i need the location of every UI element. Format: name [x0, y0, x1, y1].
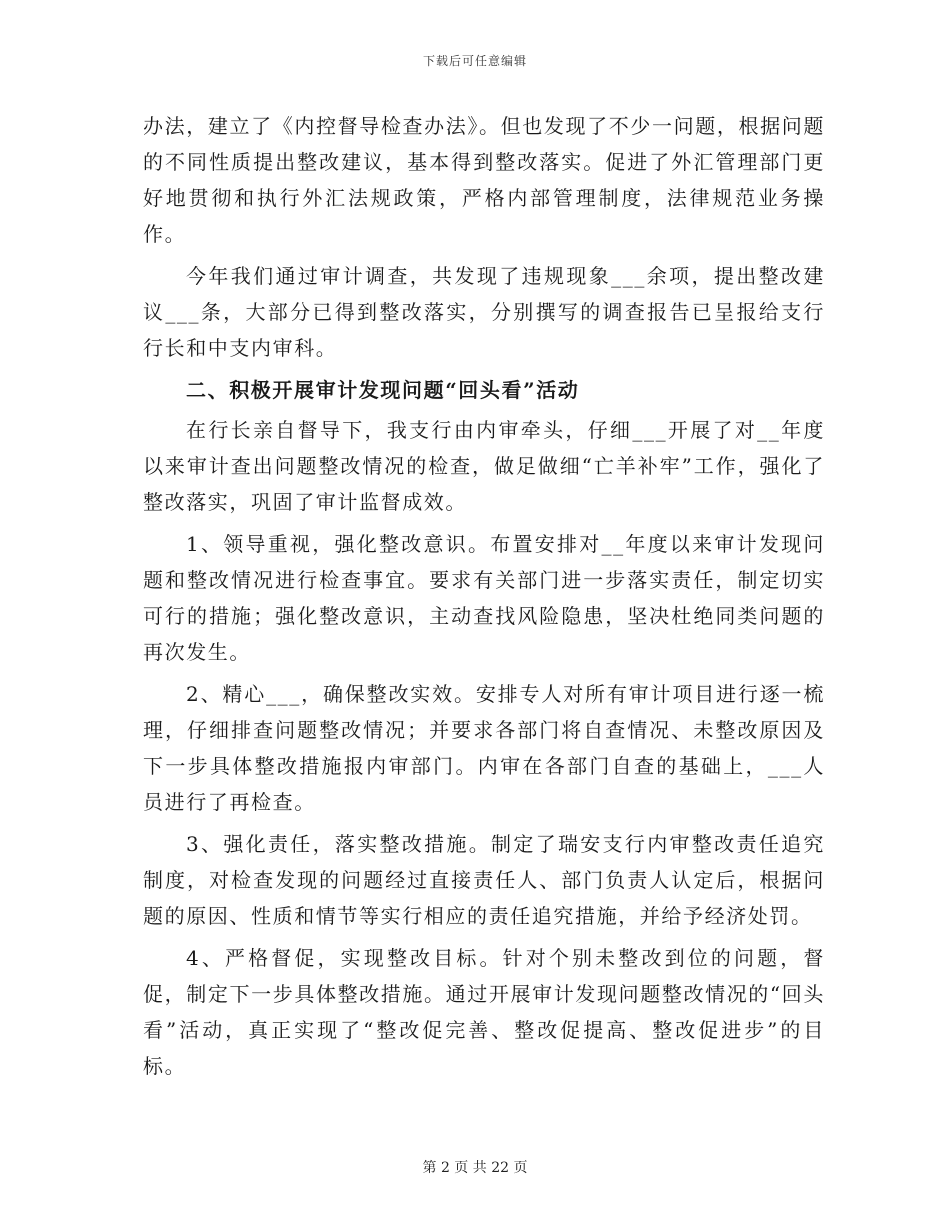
document-body [143, 108, 825, 1090]
paragraph-item-2: 2、精心___，确保整改实效。安排专人对所有审计项目进行逐一梳理，仔细排查问题整改情况；并要求各部门将自查情况、未整改原因及下一步具体整改措施报内审部门。内审在各部门自查的基础上，___人员进行了再检查。 [143, 682, 825, 814]
paragraph-item-3: 3、强化责任，落实整改措施。制定了瑞安支行内审整改责任追究制度，对检查发现的问题经过直接责任人、部门负责人认定后，根据问题的原因、性质和情节等实行相应的责任追究措施，并给予经济处罚。 [143, 832, 825, 928]
paragraph-audit-findings: 今年我们通过审计调查，共发现了违规现象___余项，提出整改建议___条，大部分已得到整改落实，分别撰写的调查报告已呈报给支行行长和中支内审科。 [143, 264, 825, 360]
paragraph-item-4: 4、严格督促，实现整改目标。针对个别未整改到位的问题，督促，制定下一步具体整改措施。通过开展审计发现问题整改情况的“回头看”活动，真正实现了“整改促完善、整改促提高、整改促进步”的目标。 [143, 946, 825, 1078]
paragraph-continuation: 办法，建立了《内控督导检查办法》。但也发现了不少一问题，根据问题的不同性质提出整改建议，基本得到整改落实。促进了外汇管理部门更好地贯彻和执行外汇法规政策，严格内部管理制度，法律规范业务操作。 [143, 114, 825, 246]
section-heading: 二、积极开展审计发现问题“回头看”活动 [186, 378, 580, 402]
page-number: 第 2 页 共 22 页 [422, 1160, 528, 1176]
paragraph-item-1: 1、领导重视，强化整改意识。布置安排对__年度以来审计发现问题和整改情况进行检查事宜。要求有关部门进一步落实责任，制定切实可行的措施；强化整改意识，主动查找风险隐患，坚决杜绝同类问题的再次发生。 [143, 532, 825, 664]
header-note: 下载后可任意编辑 [422, 54, 527, 68]
paragraph-intro: 在行长亲自督导下，我支行由内审牵头，仔细___开展了对__年度以来审计查出问题整改情况的检查，做足做细“亡羊补牢”工作，强化了整改落实，巩固了审计监督成效。 [143, 418, 825, 514]
